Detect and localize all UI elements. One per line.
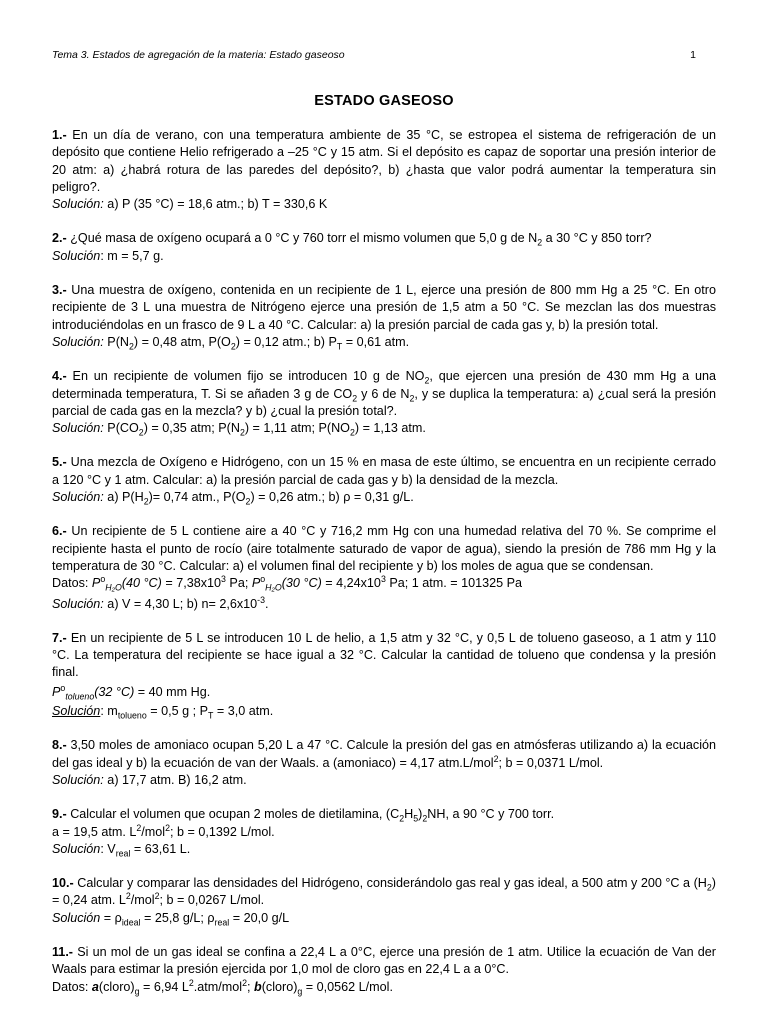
solution-label: Solución	[52, 841, 101, 856]
solution-line	[52, 841, 716, 858]
problem-number: 10.-	[52, 876, 74, 891]
data-value: ;	[247, 979, 254, 994]
problem-text: /mol	[130, 893, 155, 908]
problem-text: 3,50 moles de amoniaco ocupan 5,20 L a 47 °C. Calcule la presión del gas en atmósferas utilizando a) la ecuación del gas ideal y b) la ecuación de van der Waals. a (amoniaco) = 4,17 atm.L/mol	[52, 738, 716, 770]
superscript: o	[100, 574, 106, 585]
subscript: ideal	[121, 917, 141, 928]
solution-label: Solución	[52, 248, 101, 263]
problem-statement	[52, 630, 716, 682]
problem-text: Una muestra de oxígeno, contenida en un recipiente de 1 L, ejerce una presión de 800 mm Hg a 25 °C. En otro recipiente de 3 L una muestra de Nitrógeno ejerce una presión de 1,5 atm a 50 °C. Se mezclan las dos muestras introduciéndolas en un frasco de 9 L a 40 °C. Calcular: a) la presión parcial de cada gas y, b) la presión total.	[52, 283, 716, 332]
formula-var: P	[251, 576, 261, 591]
superscript: 2	[493, 753, 499, 764]
superscript: 2	[125, 891, 131, 902]
subscript: tolueno	[65, 691, 95, 702]
solution-text: : m	[100, 704, 118, 719]
data-value: .atm/mol	[193, 979, 243, 994]
subscript: 2	[424, 375, 430, 386]
data-value: = 0,0562 L/mol.	[302, 979, 393, 994]
formula-var: a	[91, 979, 99, 994]
problem-9	[52, 806, 716, 858]
data-value: ; b = 0,1392 L/mol.	[169, 824, 275, 839]
data-label: Datos:	[52, 576, 92, 591]
solution-text: = 0,5 g ; P	[146, 704, 208, 719]
data-value: Pa; 1 atm. = 101325 Pa	[385, 576, 523, 591]
data-value: = 40 mm Hg.	[134, 684, 211, 699]
problem-7	[52, 630, 716, 720]
subscript: real	[214, 917, 230, 928]
solution-line	[52, 248, 716, 265]
document-title: ESTADO GASEOSO	[314, 93, 454, 109]
problem-5	[52, 454, 716, 506]
problem-statement	[52, 368, 716, 420]
problem-list	[52, 127, 716, 1013]
superscript: 2	[136, 822, 142, 833]
problem-number: 4.-	[52, 369, 67, 384]
data-value: /mol	[141, 824, 166, 839]
solution-label: Solución:	[52, 334, 104, 349]
solution-text: a) V = 4,30 L; b) n= 2,6x10	[103, 596, 258, 611]
solution-line	[52, 596, 716, 613]
problem-text: En un recipiente de 5 L se introducen 10 L de helio, a 1,5 atm y 32 °C, y 0,5 L de tolueno gaseoso, a 1 atm y 110 °C. La temperatura del recipiente se hace igual a 32 °C. Calcular la cantidad de tolueno que condensa y la presión final.	[52, 630, 716, 680]
formula-var: P	[91, 576, 101, 591]
solution-line	[52, 196, 716, 213]
problem-statement	[52, 127, 716, 196]
superscript: 2	[242, 977, 247, 988]
subscript: real	[115, 848, 131, 859]
subscript: g	[297, 986, 303, 997]
solution-text: = 3,0 atm.	[213, 704, 274, 719]
formula-var: b	[254, 979, 262, 994]
subscript: g	[134, 986, 140, 997]
solution-text: a) 17,7 atm. B) 16,2 atm.	[103, 772, 247, 787]
solution-line	[52, 420, 716, 437]
solution-line	[52, 772, 716, 789]
solution-line	[52, 703, 716, 720]
problem-text: a 30 °C y 850 torr?	[542, 231, 652, 246]
subscript: 2	[143, 496, 149, 507]
superscript: 2	[154, 891, 160, 902]
solution-text: = 63,61 L.	[130, 841, 191, 856]
data-label: Datos:	[52, 979, 92, 994]
problem-11	[52, 944, 716, 996]
problem-text: Una mezcla de Oxígeno e Hidrógeno, con un 15 % en masa de este último, se encuentra en un recipiente cerrado a 120 °C y 1 atm. Calcular: a) la presión parcial de cada gas y b) la densidad de la mezcla.	[52, 455, 716, 487]
problem-text: NH, a 90 °C y 700 torr.	[427, 807, 555, 822]
subscript: 2	[230, 341, 236, 352]
problem-number: 7.-	[52, 630, 67, 645]
formula-arg: (cloro)	[98, 979, 135, 994]
subscript: T	[208, 710, 214, 721]
solution-label: Solución:	[52, 421, 104, 436]
subscript: 2	[138, 427, 144, 438]
problem-text: H	[404, 807, 414, 822]
solution-text: a) P(H	[103, 490, 144, 505]
subscript: H₂O	[265, 582, 282, 593]
subscript: T	[336, 341, 343, 352]
problem-statement	[52, 737, 716, 772]
subscript: 2	[239, 427, 245, 438]
superscript: 2	[165, 822, 170, 833]
problem-text: ; b = 0,0267 L/mol.	[159, 893, 265, 908]
solution-label: Solución:	[52, 490, 104, 505]
subscript: 2	[706, 882, 712, 893]
problem-number: 1.-	[52, 128, 67, 142]
problem-text: ¿Qué masa de oxígeno ocupará a 0 °C y 760 torr el mismo volumen que 5,0 g de N	[66, 231, 538, 246]
problem-number: 5.-	[52, 455, 67, 470]
formula-arg: (40 °C)	[121, 576, 162, 591]
solution-line	[52, 910, 716, 927]
data-value: = 7,38x10	[161, 576, 222, 591]
subscript: 2	[399, 813, 405, 824]
problem-text: , y se duplica la temperatura: a) ¿cual será la presión parcial de cada gas en la mezcla? y b) ¿cual la presión total?.	[52, 386, 716, 418]
subscript: 2	[422, 813, 428, 824]
solution-text: .	[264, 596, 269, 611]
subscript: 2	[409, 393, 415, 404]
problem-text: , que ejercen una presión de 430 mm Hg a una determinada temperatura, T. Si se añaden 3 g de CO	[52, 369, 716, 401]
formula-var: P	[52, 684, 61, 699]
superscript: -3	[257, 594, 265, 605]
formula-arg: (cloro)	[261, 979, 298, 994]
data-line	[52, 575, 716, 592]
problem-10	[52, 875, 716, 927]
solution-text: : V	[100, 841, 116, 856]
problem-1	[52, 127, 716, 213]
data-value: Pa;	[225, 576, 252, 591]
problem-number: 9.-	[52, 807, 67, 822]
problem-statement	[52, 454, 716, 489]
subscript: H₂O	[105, 582, 122, 593]
subscript: 2	[129, 341, 134, 352]
solution-text: ) = 0,12 atm.; b) P	[235, 334, 337, 349]
subscript: 5	[413, 813, 419, 824]
data-line	[52, 824, 716, 841]
problem-4	[52, 368, 716, 437]
problem-number: 2.-	[52, 231, 67, 246]
superscript: o	[260, 574, 266, 585]
subscript: 2	[349, 427, 355, 438]
header-text: Tema 3. Estados de agregación de la materia: Estado gaseoso	[52, 49, 345, 61]
problem-text: Si un mol de un gas ideal se confina a 22,4 L a 0°C, ejerce una presión de 1 atm. Utilice la ecuación de Van der Waals para estimar la presión ejercida por 1,0 mol de cloro gas en 22,4 L a a 0°C.	[52, 944, 716, 977]
data-line	[52, 979, 716, 996]
problem-8	[52, 737, 716, 789]
formula-arg: (30 °C)	[281, 576, 322, 591]
formula-arg: (32 °C)	[94, 684, 135, 699]
solution-line	[52, 334, 716, 351]
solution-text: : m = 5,7 g.	[100, 248, 164, 263]
subscript: 2	[352, 393, 358, 404]
problem-3	[52, 282, 716, 351]
problem-text: )	[418, 807, 423, 822]
problem-statement	[52, 806, 716, 823]
data-value: = 6,94 L	[139, 979, 189, 994]
problem-number: 11.-	[52, 944, 74, 959]
problem-statement	[52, 230, 716, 247]
superscript: 2	[188, 977, 194, 988]
solution-line	[52, 489, 716, 506]
solution-text: ) = 0,48 atm, P(O	[133, 334, 231, 349]
running-header	[52, 49, 716, 65]
problem-text: y 6 de N	[357, 386, 410, 401]
problem-text: ) = 0,24 atm. L	[52, 876, 716, 908]
solution-text: = 25,8 g/L; ρ	[140, 910, 215, 925]
data-value: a = 19,5 atm. L	[52, 824, 137, 839]
superscript: o	[60, 682, 66, 693]
data-value: = 4,24x10	[321, 576, 381, 591]
solution-label: Solución	[52, 910, 101, 925]
subscript: 2	[537, 238, 543, 248]
problem-statement	[52, 523, 716, 575]
solution-text: = ρ	[100, 910, 122, 925]
problem-number: 3.-	[52, 283, 67, 298]
page-number: 1	[690, 49, 696, 61]
solution-text: ) = 0,26 atm.; b) ρ = 0,31 g/L.	[250, 490, 414, 505]
solution-text: ) = 1,13 atm.	[354, 421, 426, 436]
problem-statement	[52, 944, 716, 979]
solution-text: = 20,0 g/L	[229, 910, 290, 925]
problem-2	[52, 230, 716, 265]
subscript: 2	[245, 496, 251, 507]
problem-statement	[52, 875, 716, 910]
problem-text: Calcular el volumen que ocupan 2 moles de dietilamina, (C	[66, 807, 400, 822]
solution-label: Solución:	[52, 596, 104, 611]
problem-number: 8.-	[52, 738, 67, 753]
solution-label: Solución:	[52, 772, 104, 787]
problem-text: Un recipiente de 5 L contiene aire a 40 °C y 716,2 mm Hg con una humedad relativa del 70 %. Se comprime el recipiente hasta el punto de rocío (aire totalmente saturado de vapor de agua), siendo la presión de 786 mm Hg y la temperatura de 30 °C. Calcular: a) el volumen final del recipiente y b) los moles de agua que se condensan.	[52, 524, 716, 573]
solution-text: ) = 1,11 atm; P(NO	[244, 421, 350, 436]
problem-text: Calcular y comparar las densidades del Hidrógeno, considerándolo gas real y gas ideal, a 500 atm y 200 °C a (H	[73, 876, 707, 891]
problem-text: En un día de verano, con una temperatura ambiente de 35 °C, se estropea el sistema de refrigeración de un depósito que contiene Helio refrigerado a –25 °C y 15 atm. Si el depósito es capaz de soportar una presión interior de 20 atm: a) ¿habrá rotura de las paredes del depósito?, b) ¿hasta que valor podrá aumentar la temperatura sin peligro?.	[52, 128, 716, 194]
solution-text: = 0,61 atm.	[342, 334, 410, 349]
solution-label: Solución	[52, 704, 101, 719]
solution-text: P(CO	[103, 421, 139, 436]
problem-statement	[52, 282, 716, 334]
data-line	[52, 684, 716, 701]
problem-text: ; b = 0,0371 L/mol.	[498, 755, 604, 770]
solution-text: P(N	[103, 334, 129, 349]
superscript: 3	[380, 574, 386, 585]
problem-text: En un recipiente de volumen fijo se introducen 10 g de NO	[66, 369, 425, 384]
solution-text: )= 0,74 atm., P(O	[148, 490, 246, 505]
subscript: tolueno	[117, 710, 147, 721]
problem-number: 6.-	[52, 524, 67, 539]
solution-text: a) P (35 °C) = 18,6 atm.; b) T = 330,6 K	[103, 197, 328, 212]
solution-label: Solución:	[52, 197, 104, 212]
superscript: 3	[221, 574, 226, 585]
solution-text: ) = 0,35 atm; P(N	[143, 421, 240, 436]
problem-6	[52, 523, 716, 612]
